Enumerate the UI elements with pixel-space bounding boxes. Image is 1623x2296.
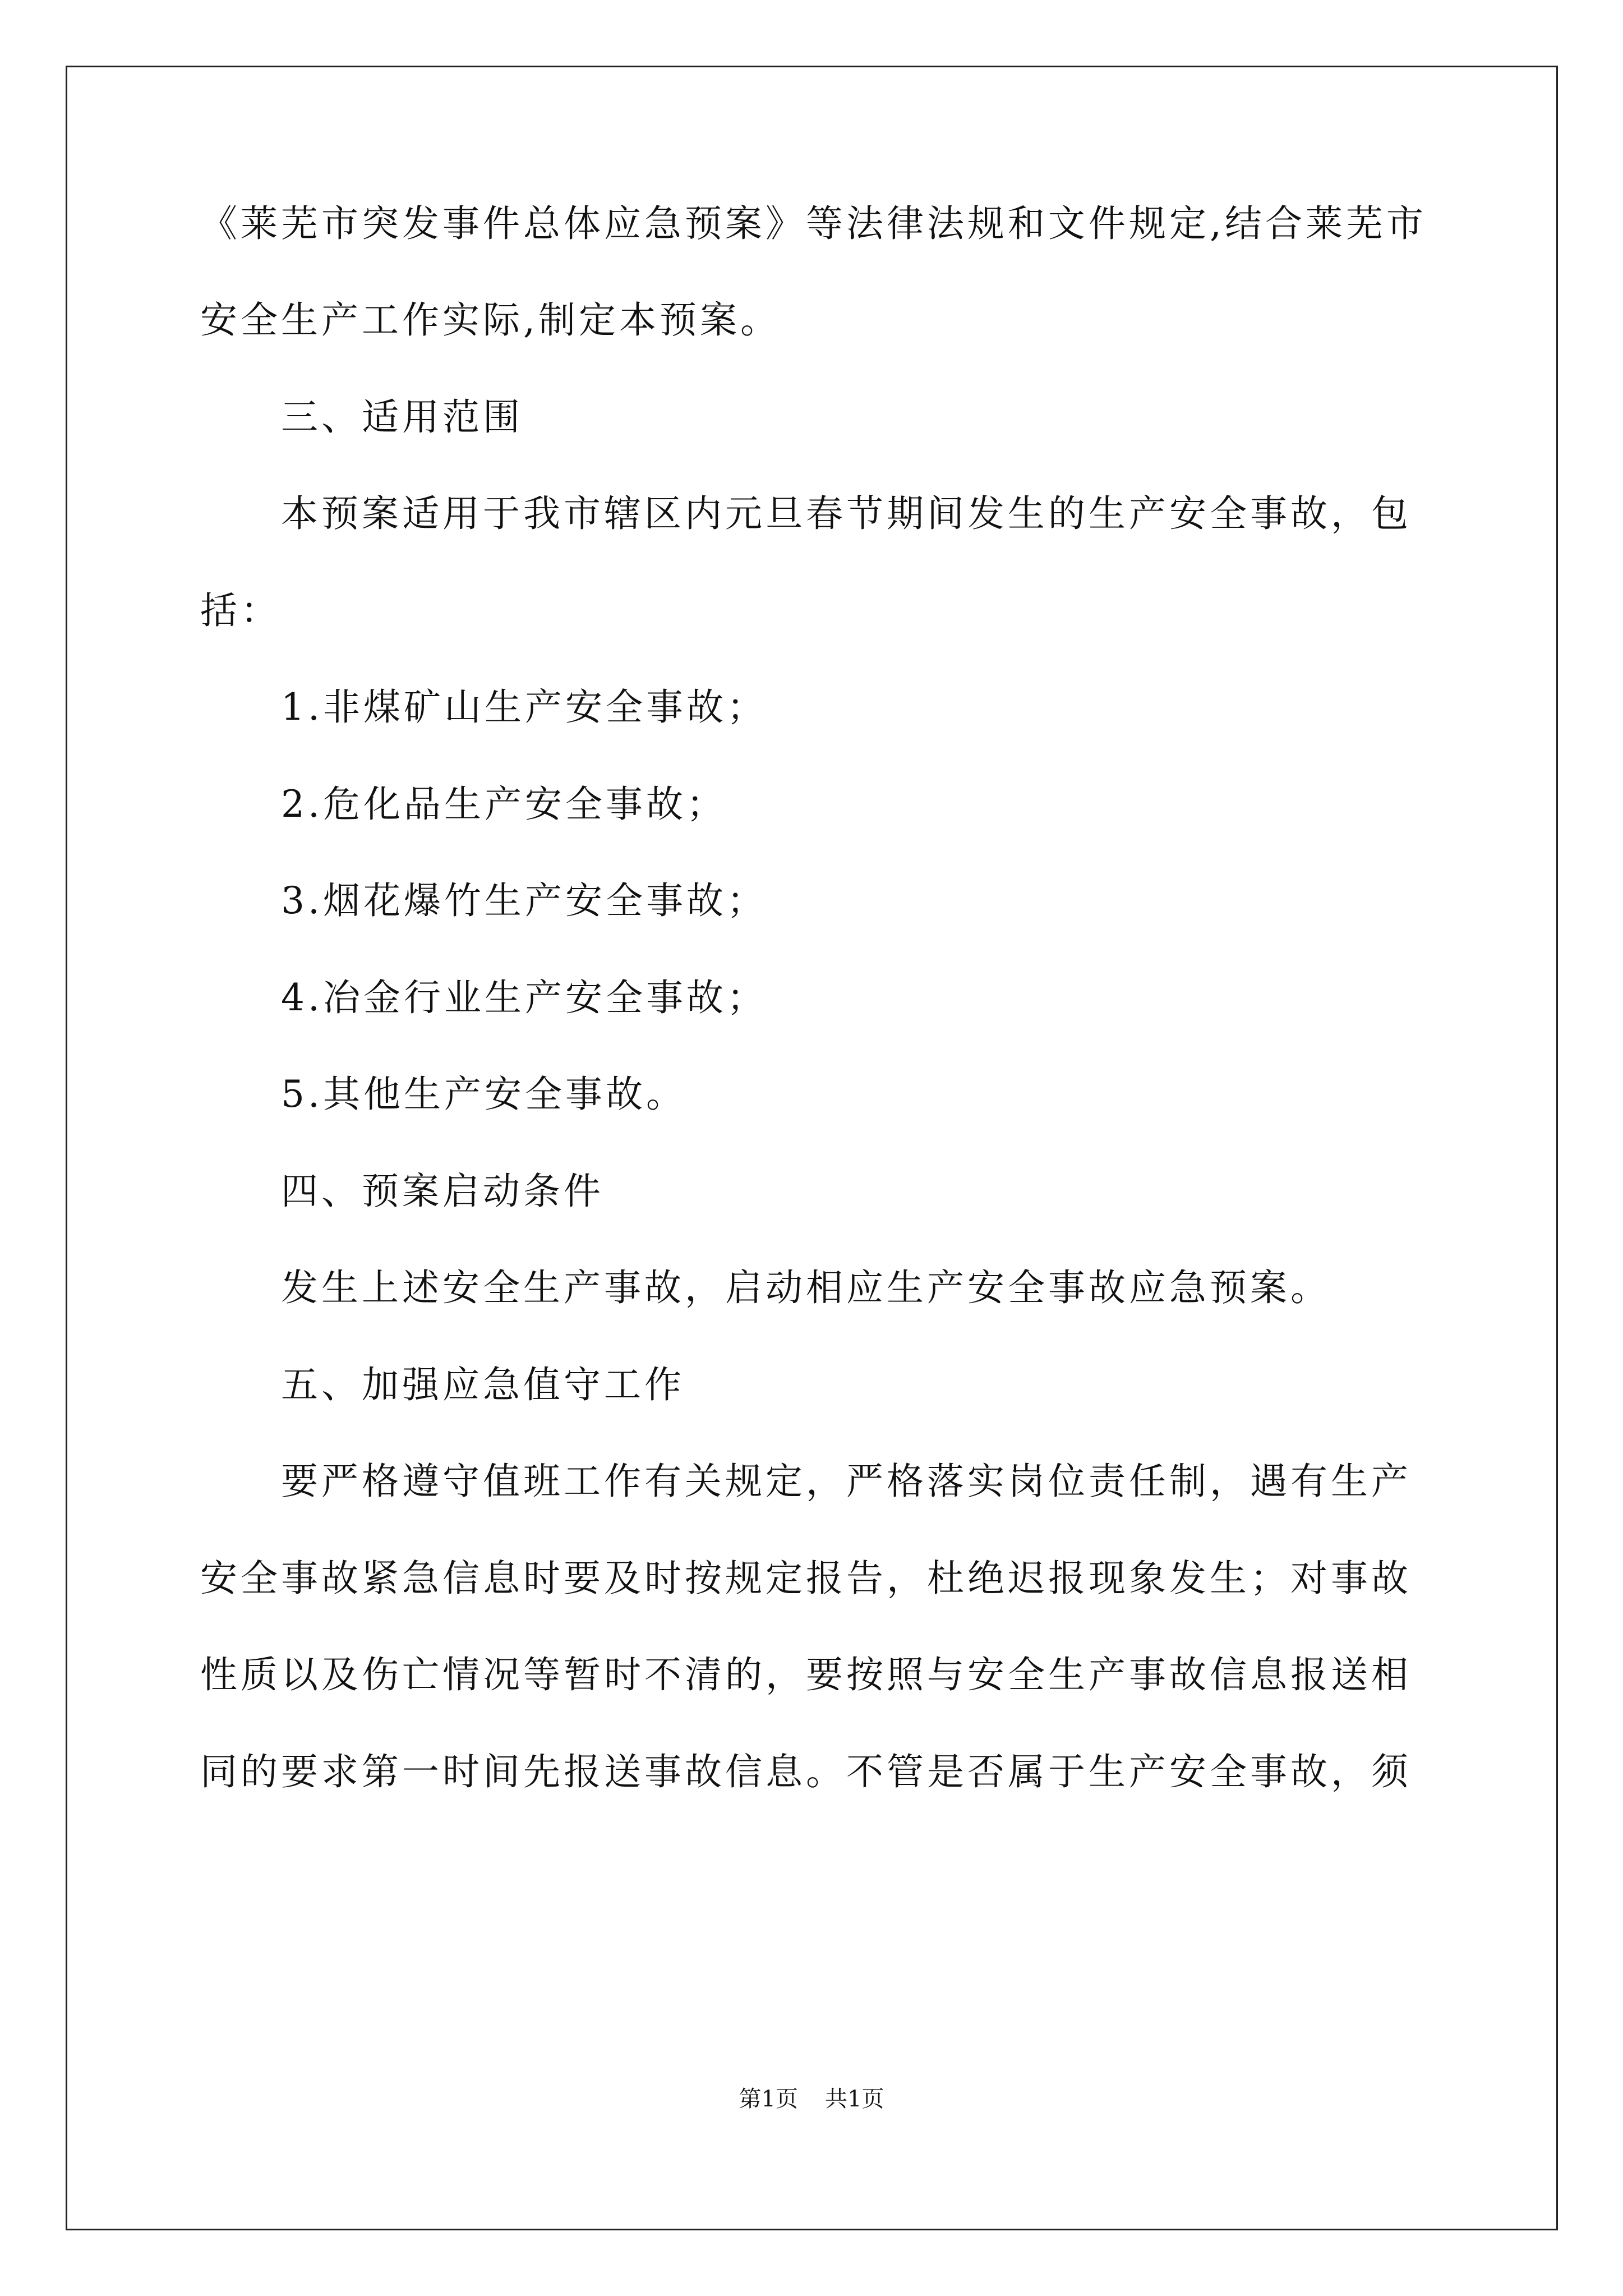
list-item: 3.烟花爆竹生产安全事故； [281,879,767,922]
page-number-total: 共1页 [825,2086,884,2112]
section-heading: 四、预案启动条件 [281,1170,604,1213]
body-line: 同的要求第一时间先报送事故信息。不管是否属于生产安全事故，须 [200,1750,1412,1793]
list-item: 5.其他生产安全事故。 [281,1073,686,1116]
list-item: 1.非煤矿山生产安全事故； [281,685,767,729]
page-footer [0,2085,1623,2114]
body-line: 安全生产工作实际,制定本预案。 [200,298,781,342]
body-line: 《莱芜市突发事件总体应急预案》等法律法规和文件规定,结合莱芜市 [200,202,1427,245]
body-line: 本预案适用于我市辖区内元旦春节期间发生的生产安全事故，包 [281,492,1412,535]
body-line: 安全事故紧急信息时要及时按规定报告，杜绝迟报现象发生；对事故 [200,1557,1412,1600]
body-line: 性质以及伤亡情况等暂时不清的，要按照与安全生产事故信息报送相 [200,1653,1412,1696]
page-border [66,66,1558,2230]
body-line: 发生上述安全生产事故，启动相应生产安全事故应急预案。 [281,1266,1331,1309]
list-item: 4.冶金行业生产安全事故； [281,976,767,1019]
body-line: 要严格遵守值班工作有关规定，严格落实岗位责任制，遇有生产 [281,1460,1412,1503]
section-heading: 五、加强应急值守工作 [281,1363,685,1406]
body-line: 括： [200,589,281,632]
section-heading: 三、适用范围 [281,395,523,439]
page-number-current: 第1页 [739,2086,798,2112]
list-item: 2.危化品生产安全事故； [281,783,727,826]
